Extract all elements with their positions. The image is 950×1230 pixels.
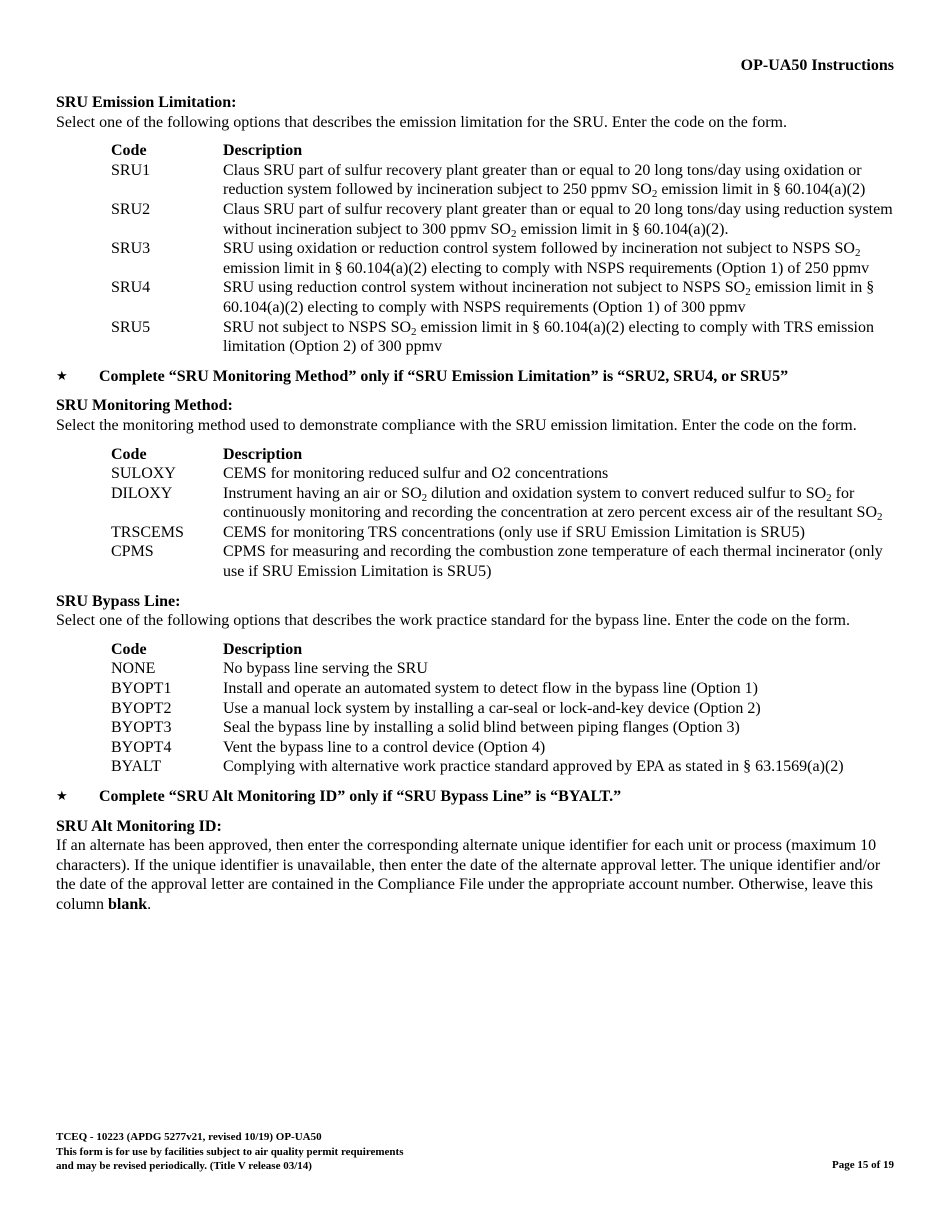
table-row (111, 757, 894, 777)
code-column-header: Code (111, 142, 147, 160)
monitoring-method-table (111, 445, 894, 582)
code-cell: BYALT (111, 758, 162, 776)
star-icon: ★ (56, 368, 68, 384)
bypass-line-intro: Select one of the following options that describes the work practice standard for the bypass line. Enter the code on the form. (56, 612, 850, 630)
monitoring-method-intro: Select the monitoring method used to demonstrate compliance with the SRU emission limitation. Enter the code on the form. (56, 416, 857, 434)
alt-monitoring-id-heading: SRU Alt Monitoring ID: (56, 817, 222, 835)
code-cell: SRU1 (111, 161, 151, 179)
table-header-row (111, 640, 894, 660)
note-text: Complete “SRU Alt Monitoring ID” only if “SRU Bypass Line” is “BYALT.” (99, 788, 622, 805)
note-text: Complete “SRU Monitoring Method” only if “SRU Emission Limitation” is “SRU2, SRU4, or SRU5” (99, 367, 789, 385)
description-cell: CEMS for monitoring reduced sulfur and O2 concentrations (223, 465, 609, 483)
code-cell: BYOPT2 (111, 699, 172, 717)
monitoring-method-note (56, 367, 894, 387)
description-cell: CPMS for measuring and recording the combustion zone temperature of each thermal incinerator (only use if SRU Emission Limitation is SRU5) (223, 543, 883, 581)
alt-monitoring-id-text: If an alternate has been approved, then enter the corresponding alternate unique identifier for each unit or process (maximum 10 characters). If the unique identifier is unavailable, then enter the date of the alternate approval letter. The unique identifier and/or the date of the approval letter are contained in the Compliance File under the appropriate account number. Otherwise, leave this column blank. (56, 837, 881, 913)
code-cell: SRU2 (111, 200, 151, 218)
description-cell: SRU not subject to NSPS $SO_2$ emission limit in § 60.104(a)(2) electing to comply with TRS emission limitation (Option 2) of 300 ppmv (223, 318, 874, 356)
code-column-header: Code (111, 445, 147, 463)
description-cell: No bypass line serving the SRU (223, 660, 428, 678)
description-cell: CEMS for monitoring TRS concentrations (only use if SRU Emission Limitation is SRU5) (223, 523, 805, 541)
footer-line-2: This form is for use by facilities subject to air quality permit requirements (56, 1145, 404, 1158)
code-cell: SRU3 (111, 240, 151, 258)
code-cell: TRSCEMS (111, 523, 184, 541)
table-row (111, 659, 894, 679)
description-cell: Claus SRU part of sulfur recovery plant greater than or equal to 20 long tons/day using oxidation or reduction system followed by incineration subject to 250 ppmv $SO_2$ emission limit in § 60.104(a)(2) (223, 161, 866, 201)
table-row (111, 484, 894, 523)
emission-limitation-table (111, 141, 894, 357)
bypass-line-table (111, 640, 894, 777)
table-row (111, 239, 894, 278)
description-column-header: Description (223, 142, 303, 160)
footer-line-1: TCEQ - 10223 (APDG 5277v21, revised 10/19) OP-UA50 (56, 1131, 322, 1143)
code-cell: SULOXY (111, 465, 176, 483)
page-header-title: OP-UA50 Instructions (740, 57, 894, 74)
emission-limitation-heading: SRU Emission Limitation: (56, 94, 237, 111)
description-cell: Claus SRU part of sulfur recovery plant greater than or equal to 20 long tons/day using reduction system without incineration subject to 300 ppmv $SO_2$ emission limit in § 60.104(a)(2). (223, 200, 893, 240)
description-cell: Seal the bypass line by installing a solid blind between piping flanges (Option 3) (223, 719, 740, 737)
code-cell: BYOPT3 (111, 719, 172, 737)
table-row (111, 464, 894, 484)
description-cell: Instrument having an air or $SO_2$ dilution and oxidation system to convert reduced sulfur to $SO_2$ for continuously monitoring and recording the concentration at zero percent excess air of the resultant $SO_2$ (223, 484, 883, 524)
description-cell: SRU using oxidation or reduction control system followed by incineration not subject to NSPS $SO_2$ emission limit in § 60.104(a)(2) electing to comply with NSPS requirements (Option 1) of 250 ppmv (223, 240, 870, 277)
table-row (111, 318, 894, 357)
footer-line-3: and may be revised periodically. (Title V release 03/14) (56, 1160, 312, 1173)
table-row (111, 718, 894, 738)
page-content (56, 93, 894, 915)
code-cell: BYOPT1 (111, 680, 172, 698)
star-icon: ★ (56, 789, 68, 804)
table-row (111, 679, 894, 699)
table-row (111, 542, 894, 581)
code-cell: NONE (111, 660, 156, 678)
description-column-header: Description (223, 445, 303, 463)
description-cell: Vent the bypass line to a control device (Option 4) (223, 738, 546, 756)
table-header-row (111, 141, 894, 161)
page-footer (56, 1130, 894, 1174)
description-cell: Install and operate an automated system to detect flow in the bypass line (Option 1) (223, 680, 758, 698)
table-header-row (111, 445, 894, 465)
monitoring-method-heading: SRU Monitoring Method: (56, 397, 233, 415)
bypass-line-heading: SRU Bypass Line: (56, 592, 181, 610)
code-cell: SRU4 (111, 279, 151, 297)
emission-limitation-intro: Select one of the following options that describes the emission limitation for the SRU. Enter the code on the form. (56, 113, 787, 131)
code-cell: CPMS (111, 543, 154, 561)
description-cell: Complying with alternative work practice standard approved by EPA as stated in § 63.1569(a)(2) (223, 758, 844, 776)
code-cell: SRU5 (111, 318, 151, 336)
table-row (111, 161, 894, 200)
description-cell: SRU using reduction control system without incineration not subject to NSPS $SO_2$ emission limit in § 60.104(a)(2) electing to comply with NSPS requirements (Option 1) of 300 ppmv (223, 279, 875, 316)
code-cell: DILOXY (111, 484, 173, 502)
description-cell: Use a manual lock system by installing a car-seal or lock-and-key device (Option 2) (223, 699, 761, 717)
page-number: Page 15 of 19 (831, 1159, 894, 1171)
table-row (111, 278, 894, 317)
table-row (111, 523, 894, 543)
code-cell: BYOPT4 (111, 738, 172, 756)
code-column-header: Code (111, 640, 147, 658)
table-row (111, 200, 894, 239)
table-row (111, 699, 894, 719)
table-row (111, 738, 894, 758)
alt-monitoring-note (56, 787, 894, 807)
description-column-header: Description (223, 640, 303, 658)
